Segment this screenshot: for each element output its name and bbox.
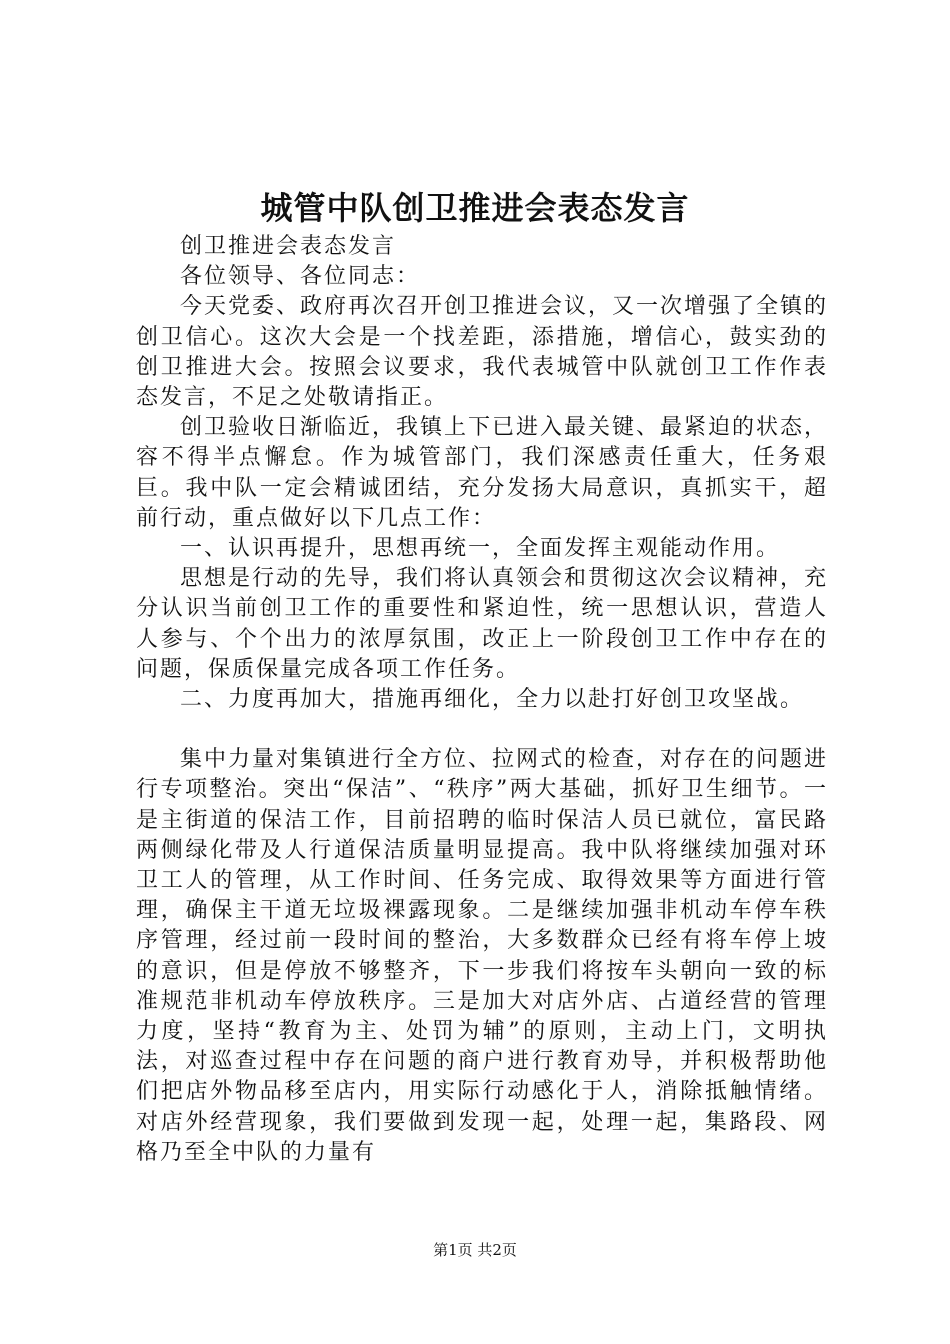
document-body — [136, 232, 828, 1168]
section-heading-1: 一、认识再提升，思想再统一，全面发挥主观能动作用。 — [180, 536, 781, 562]
paragraph-opening: 今天党委、政府再次召开创卫推进会议，又一次增强了全镇的创卫信心。这次大会是一个找差距，添措施，增信心，鼓实劲的创卫推进大会。按照会议要求，我代表城管中队就创卫工作作表态发言，不足之处敬请指正。 — [136, 294, 829, 411]
paragraph-subtitle: 创卫推进会表态发言 — [180, 234, 397, 259]
paragraph-section-2: 集中力量对集镇进行全方位、拉网式的检查，对存在的问题进行专项整治。突出“保洁”、“秩序”两大基础，抓好卫生细节。一是主街道的保洁工作，目前招聘的临时保洁人员已就位，富民路两侧绿化带及人行道保洁质量明显提高。我中队将继续加强对环卫工人的管理，从工作时间、任务完成、取得效果等方面进行管理，确保主干道无垃圾裸露现象。二是继续加强非机动车停车秩序管理，经过前一段时间的整治，大多数群众已经有将车停上坡的意识，但是停放不够整齐，下一步我们将按车头朝向一致的标准规范非机动车停放秩序。三是加大对店外店、占道经营的管理力度，坚持“教育为主、处罚为辅”的原则，主动上门，文明执法，对巡查过程中存在问题的商户进行教育劝导，并积极帮助他们把店外物品移至店内，用实际行动感化于人，消除抵触情绪。对店外经营现象，我们要做到发现一起，处理一起，集路段、网格乃至全中队的力量有 — [136, 747, 829, 1165]
paragraph-salutation: 各位领导、各位同志： — [180, 264, 421, 290]
document-title: 城管中队创卫推进会表态发言 — [260, 189, 690, 227]
paragraph-section-1: 思想是行动的先导，我们将认真领会和贯彻这次会议精神，充分认识当前创卫工作的重要性和紧迫性，统一思想认识，营造人人参与、个个出力的浓厚氛围，改正上一阶段创卫工作中存在的问题，保质保量完成各项工作任务。 — [136, 566, 829, 682]
section-heading-2: 二、力度再加大，措施再细化，全力以赴打好创卫攻坚战。 — [180, 687, 805, 713]
paragraph-context: 创卫验收日渐临近，我镇上下已进入最关键、最紧迫的状态，容不得半点懈怠。作为城管部门，我们深感责任重大，任务艰巨。我中队一定会精诚团结，充分发扬大局意识，真抓实干，超前行动，重点做好以下几点工作： — [136, 415, 829, 531]
page-footer: 第1页 共2页 — [433, 1241, 517, 1259]
